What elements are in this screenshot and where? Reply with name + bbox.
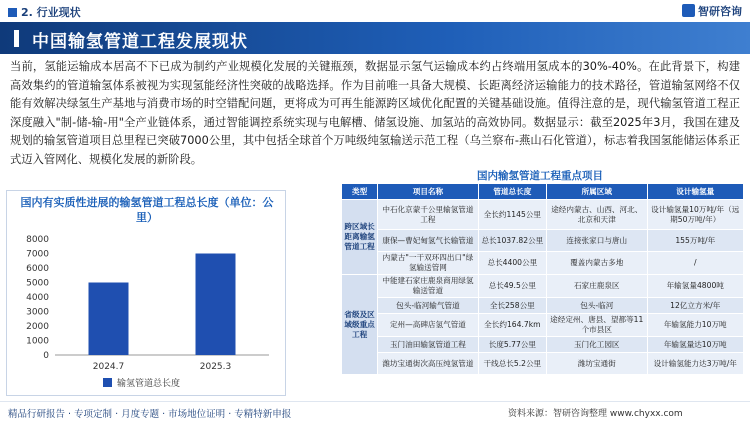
table-row [342,252,744,275]
table-cell: 潍坊宝通街 [547,353,648,375]
table-cell: 总长49.5公里 [478,275,546,298]
table-cell: 总长1037.82公里 [478,230,546,252]
title-banner [0,22,750,54]
x-tick-label: 2025.3 [199,362,232,372]
table-category-cell: 跨区域长距离输氢管道工程 [342,200,378,275]
table-cell: 覆盖内蒙古多地 [547,252,648,275]
table-row [342,353,744,375]
table-cell: 途经定州、唐县、望都等11个市县区 [547,314,648,337]
table-cell: 年输氢能力10万吨 [647,314,744,337]
table-cell: 玉门化工园区 [547,337,648,353]
y-tick-label: 7000 [26,249,49,260]
table-row [342,298,744,314]
table-cell: 包头-临河 [547,298,648,314]
chart-title: 国内有实质性进展的输氢管道工程总长度（单位：公里） [20,196,274,224]
table-header-cell: 设计输氢量 [647,184,744,200]
table-cell: 全长258公里 [478,298,546,314]
table-cell: 155万吨/年 [647,230,744,252]
bar-chart [7,191,287,397]
table-row [342,230,744,252]
bar [196,254,236,356]
table-category-cell: 省级及区域级重点工程 [342,275,378,375]
section-square-icon [8,8,17,17]
table-header-cell: 管道总长度 [478,184,546,200]
table-cell: 潍坊宝通街次高压纯氢管道 [378,353,479,375]
footer [0,401,750,422]
table-cell: 石家庄鹿泉区 [547,275,648,298]
legend-label: 输氢管道总长度 [117,379,181,389]
table-row [342,200,744,230]
table-row [342,275,744,298]
table-row [342,337,744,353]
table-cell: 全长约1145公里 [478,200,546,230]
top-bar [0,0,750,22]
y-tick-label: 3000 [26,307,49,318]
footer-source: 资料来源：智研咨询整理 www.chyxx.com [508,409,683,419]
table-cell: / [647,252,744,275]
brand-logo: 智研咨询 [682,3,742,19]
table-cell: 康保—曹妃甸氢气长输管道 [378,230,479,252]
table-cell: 年输氢量达10万吨 [647,337,744,353]
y-tick-label: 1000 [26,336,49,347]
table-cell: 定州—高碑店氢气管道 [378,314,479,337]
table-cell: 内蒙古"一干双环四出口"绿氢输送管网 [378,252,479,275]
x-tick-label: 2024.7 [92,362,125,372]
intro-paragraph: 当前，氢能运输成本居高不下已成为制约产业规模化发展的关键瓶颈，数据显示氢气运输成本约占终端用氢成本的30%-40%。在此背景下，构建高效集约的管道输氢体系被视为实现氢能经济性突破的战略选择。作为目前唯一具备大规模、长距离经济运输能力的技术路径，管道输氢网络不仅能有效解决绿氢生产基地与消费市场的时空错配问题，更将成为可再生能源跨区域优化配置的关键基础设施。值得注意的是，现代输氢管道工程正深度融入"制-储-输-用"全产业链体系，通过智能调控系统实现与电解槽、储氢设施、加氢站的高效协同。数据显示：截至2025年3月，我国在建及规划的输氢管道项目总里程已突破7000公里，其中包括全球首个万吨级纯氢输送示范工程（乌兰察布-燕山石化管道），标志着我国氢能储运体系正式迈入管网化、规模化发展的新阶段。 [10,60,740,166]
table-header-cell: 项目名称 [378,184,479,200]
y-tick-label: 5000 [26,278,49,289]
table-cell: 设计输氢能力达3万吨/年 [647,353,744,375]
table-cell: 全长约164.7km [478,314,546,337]
table-cell: 12亿立方米/年 [647,298,744,314]
table-cell: 途经内蒙古、山西、河北、北京和天津 [547,200,648,230]
logo-icon [682,4,695,17]
table-title: 国内输氢管道工程重点项目 [477,170,603,182]
table-cell: 长度5.77公里 [478,337,546,353]
y-tick-label: 6000 [26,264,49,274]
y-tick-label: 8000 [26,235,49,245]
table-cell: 中能建石家庄鹿泉商用绿氢输送管道 [378,275,479,298]
section-title: 2. 行业现状 [8,4,81,20]
y-tick-label: 0 [43,351,49,361]
table-header-row [342,184,744,200]
table-cell: 玉门油田输氢管道工程 [378,337,479,353]
table-row [342,314,744,337]
y-tick-label: 4000 [26,293,49,303]
table-cell: 中石化京蒙千公里输氢管道工程 [378,200,479,230]
table-cell: 设计输氢量10万吨/年（远期50万吨/年） [647,200,744,230]
bar [89,283,129,356]
table-header-cell: 所属区域 [547,184,648,200]
table-cell: 总长4400公里 [478,252,546,275]
table-cell: 年输氢量4800吨 [647,275,744,298]
footer-services: 精品行研报告 · 专项定制 · 月度专题 · 市场地位证明 · 专精特新申报 [8,409,292,420]
chart-panel [6,190,286,396]
table-cell: 连接张家口与唐山 [547,230,648,252]
table-cell: 包头-临河输气管道 [378,298,479,314]
banner-accent-bar [14,30,19,47]
project-table [341,183,744,375]
page-title: 中国输氢管道工程发展现状 [32,32,248,52]
table-cell: 干线总长5.2公里 [478,353,546,375]
y-tick-label: 2000 [26,322,49,332]
legend-swatch [103,378,112,387]
table-header-cell: 类型 [342,184,378,200]
